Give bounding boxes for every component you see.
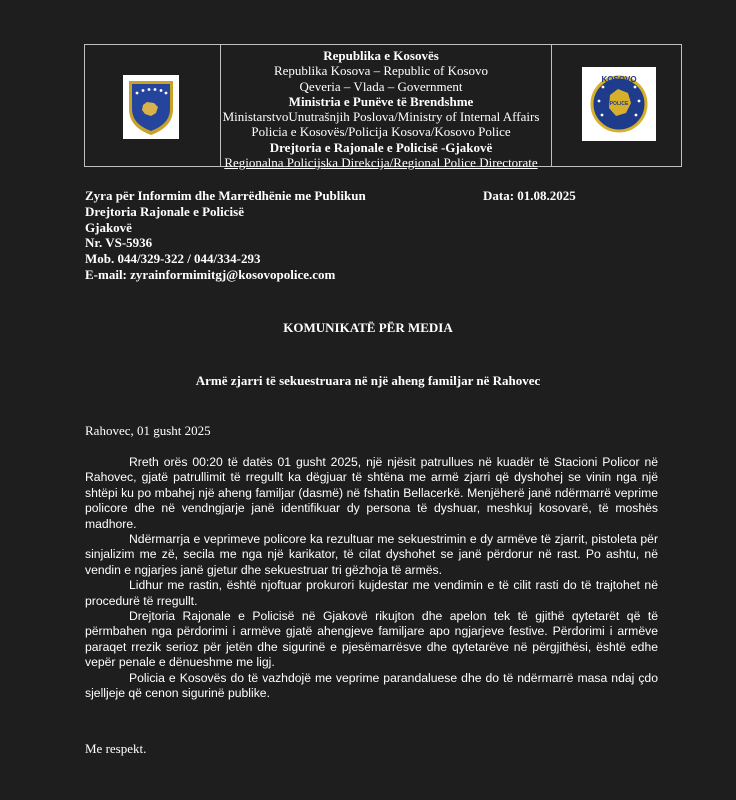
document-date: Data: 01.08.2025 [483, 188, 576, 203]
body-paragraph: Policia e Kosovës do të vazhdojë me veprime parandaluese dhe do të ndërmarrë masa ndaj çdo sjelljeje që cenon sigurinë publike. [85, 670, 658, 701]
place-and-date: Rahovec, 01 gusht 2025 [85, 423, 211, 438]
document-body [85, 455, 658, 702]
letterhead-divider-right [551, 45, 552, 166]
document-heading: KOMUNIKATË PËR MEDIA [283, 320, 453, 335]
header-ministry-translations: MinistarstvoUnutrašnjih Poslova/Ministry of Internal Affairs [222, 109, 540, 125]
header-police: Policia e Kosovës/Policija Kosova/Kosovo Police [251, 124, 511, 140]
kosovo-coat-of-arms-icon [123, 75, 179, 139]
document-subheading: Armë zjarri të sekuestruara në një aheng familjar në Rahovec [195, 373, 541, 388]
contact-number: Nr. VS-5936 [85, 235, 153, 251]
letterhead [84, 44, 682, 171]
body-paragraph: Lidhur me rastin, është njoftuar prokurori kujdestar me vendimin e të cilit rasti do të trajtohet në procedurë të rregullt. [85, 578, 658, 608]
contact-office: Zyra për Informim dhe Marrëdhënie me Publikun [85, 188, 366, 203]
letterhead-text [221, 48, 541, 170]
contact-city: Gjakovë [85, 219, 132, 235]
body-paragraph: Ndërmarrja e veprimeve policore ka rezultuar me sekuestrimin e dy armëve të zjarrit, pistoleta për sinjalizim me zë, secila me nga një karikator, të cilat dyshohet se janë përdorur në rast. Po ashtu, në vendin e ngjarjes janë gjetur dhe sekuestruar tri gëzhoja të armës. [85, 532, 658, 577]
contact-directorate: Drejtoria Rajonale e Policisë [85, 203, 244, 219]
contact-block [85, 188, 645, 283]
police-badge-text: KOSOVO [601, 75, 637, 84]
police-badge-subtext: POLICE [609, 101, 629, 107]
body-paragraph: Rreth orës 00:20 të datës 01 gusht 2025, një njësit patrullues në kuadër të Stacioni Policor në Rahovec, gjatë patrullimit të rregullt ka dëgjuar të shtëna me armë zjarri që dyshohej se vinin nga një shtëpi ku po mbahej një aheng familjar (dasmë) në fshatin Bellacerkë. Menjëherë janë ndërmarrë veprime policore dhe në vendngjarje janë identifikuar dy persona të dyshuar, meshkuj kosovarë, të moshës madhore. [85, 455, 658, 531]
header-directorate: Drejtoria e Rajonale e Policisë -Gjakovë [269, 139, 493, 155]
contact-mobile: Mob. 044/329-322 / 044/334-293 [85, 251, 261, 267]
header-ministry: Ministria e Punëve të Brendshme [288, 93, 474, 109]
header-country-translations: Republika Kosova – Republic of Kosovo [273, 63, 489, 79]
header-directorate-translation: Regionalna Policijska Direkcija/Regional Police Directorate [224, 155, 538, 171]
closing-line: Me respekt. [85, 741, 147, 756]
body-paragraph: Drejtoria Rajonale e Policisë në Gjakovë rikujton dhe apelon tek të gjithë qytetarët që të përmbahen nga përdorimi i armëve gjatë ahengjeve familjare apo ngjarjeve festive. Përdorimi i armëve paraqet rrezik serioz për jetën dhe sigurinë e pjesëmarrësve dhe qytetarëve në përgjithësi, është edhe vepër penale e dënueshme me ligj. [85, 609, 658, 670]
contact-email: E-mail: zyrainformimitgj@kosovopolice.com [85, 266, 336, 282]
header-government: Qeveria – Vlada – Government [299, 78, 463, 94]
header-country: Republika e Kosovës [323, 48, 439, 63]
kosovo-police-badge-icon [582, 67, 656, 141]
